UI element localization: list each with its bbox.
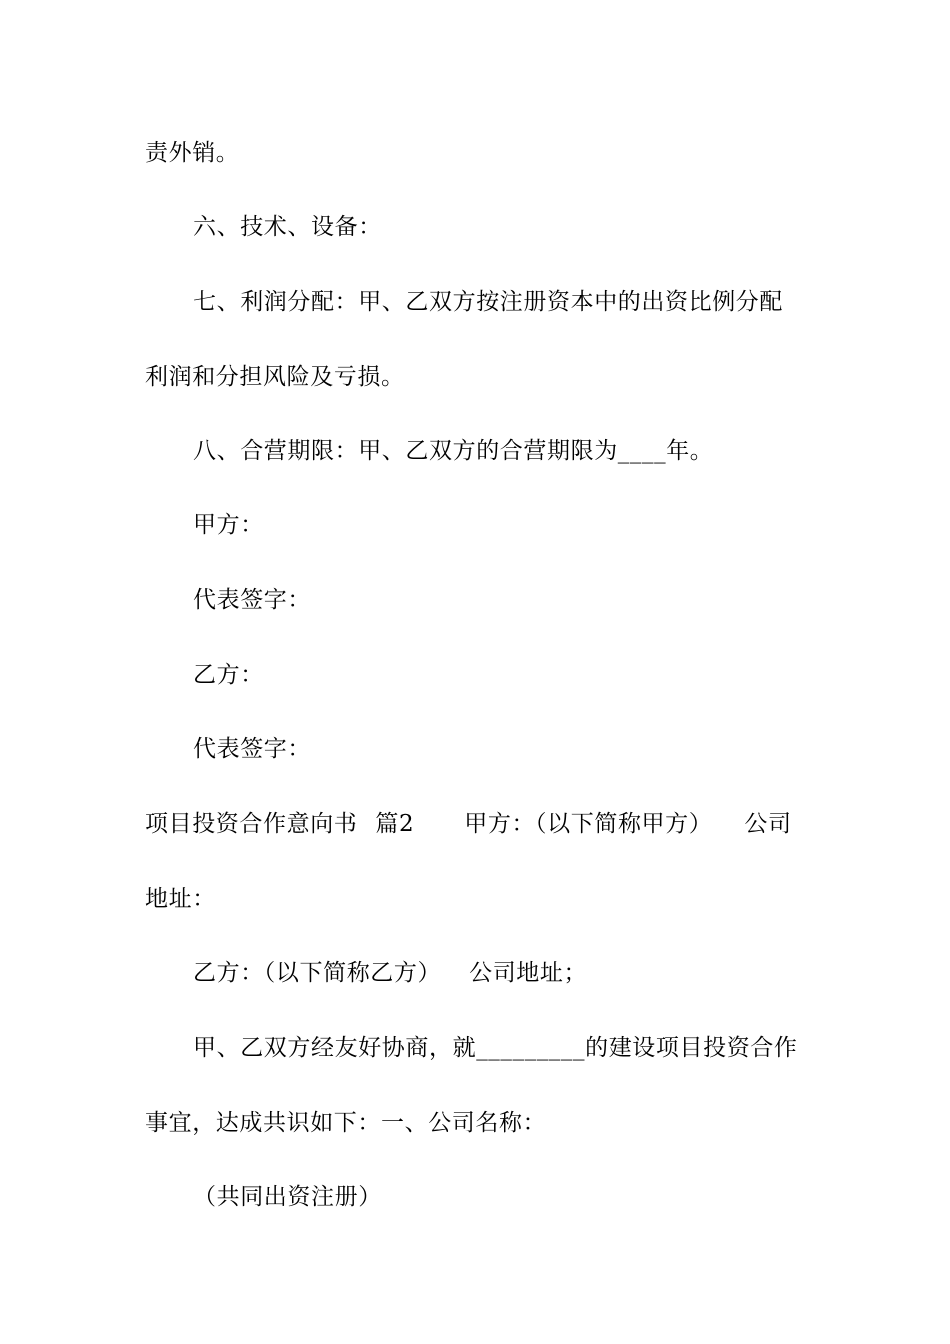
party-b-intro: 乙方：（以下简称乙方） [193, 960, 442, 986]
paragraph-line: 利润和分担风险及亏损。 [145, 364, 405, 390]
section-heading-technology: 六、技术、设备： [193, 214, 382, 240]
party-a-company: 公司 [744, 811, 792, 837]
address-label: 地址： [145, 886, 216, 912]
party-b-signature-label: 代表签字： [193, 736, 311, 762]
paragraph-line: 甲、乙双方经友好协商，就_________的建设项目投资合作 [193, 1035, 798, 1061]
paragraph-line: 事宜，达成共识如下：一、公司名称： [145, 1110, 547, 1136]
paragraph-line: 责外销。 [145, 140, 240, 166]
party-a-label: 甲方： [193, 512, 264, 538]
section-heading-profit-distribution: 七、利润分配：甲、乙双方按注册资本中的出资比例分配 [193, 289, 783, 315]
party-a-intro: 甲方：（以下简称甲方） [464, 811, 713, 837]
paragraph-line: （共同出资注册） [193, 1184, 382, 1210]
party-b-address-label: 公司地址； [469, 960, 588, 986]
section-number: 篇2 [375, 811, 415, 837]
document-title: 项目投资合作意向书 [145, 811, 358, 837]
party-a-signature-label: 代表签字： [193, 587, 311, 613]
section-heading-joint-venture-term: 八、合营期限：甲、乙双方的合营期限为____年。 [193, 438, 714, 464]
party-b-intro-line [193, 958, 587, 988]
document-heading-line [145, 809, 792, 839]
party-b-label: 乙方： [193, 662, 264, 688]
